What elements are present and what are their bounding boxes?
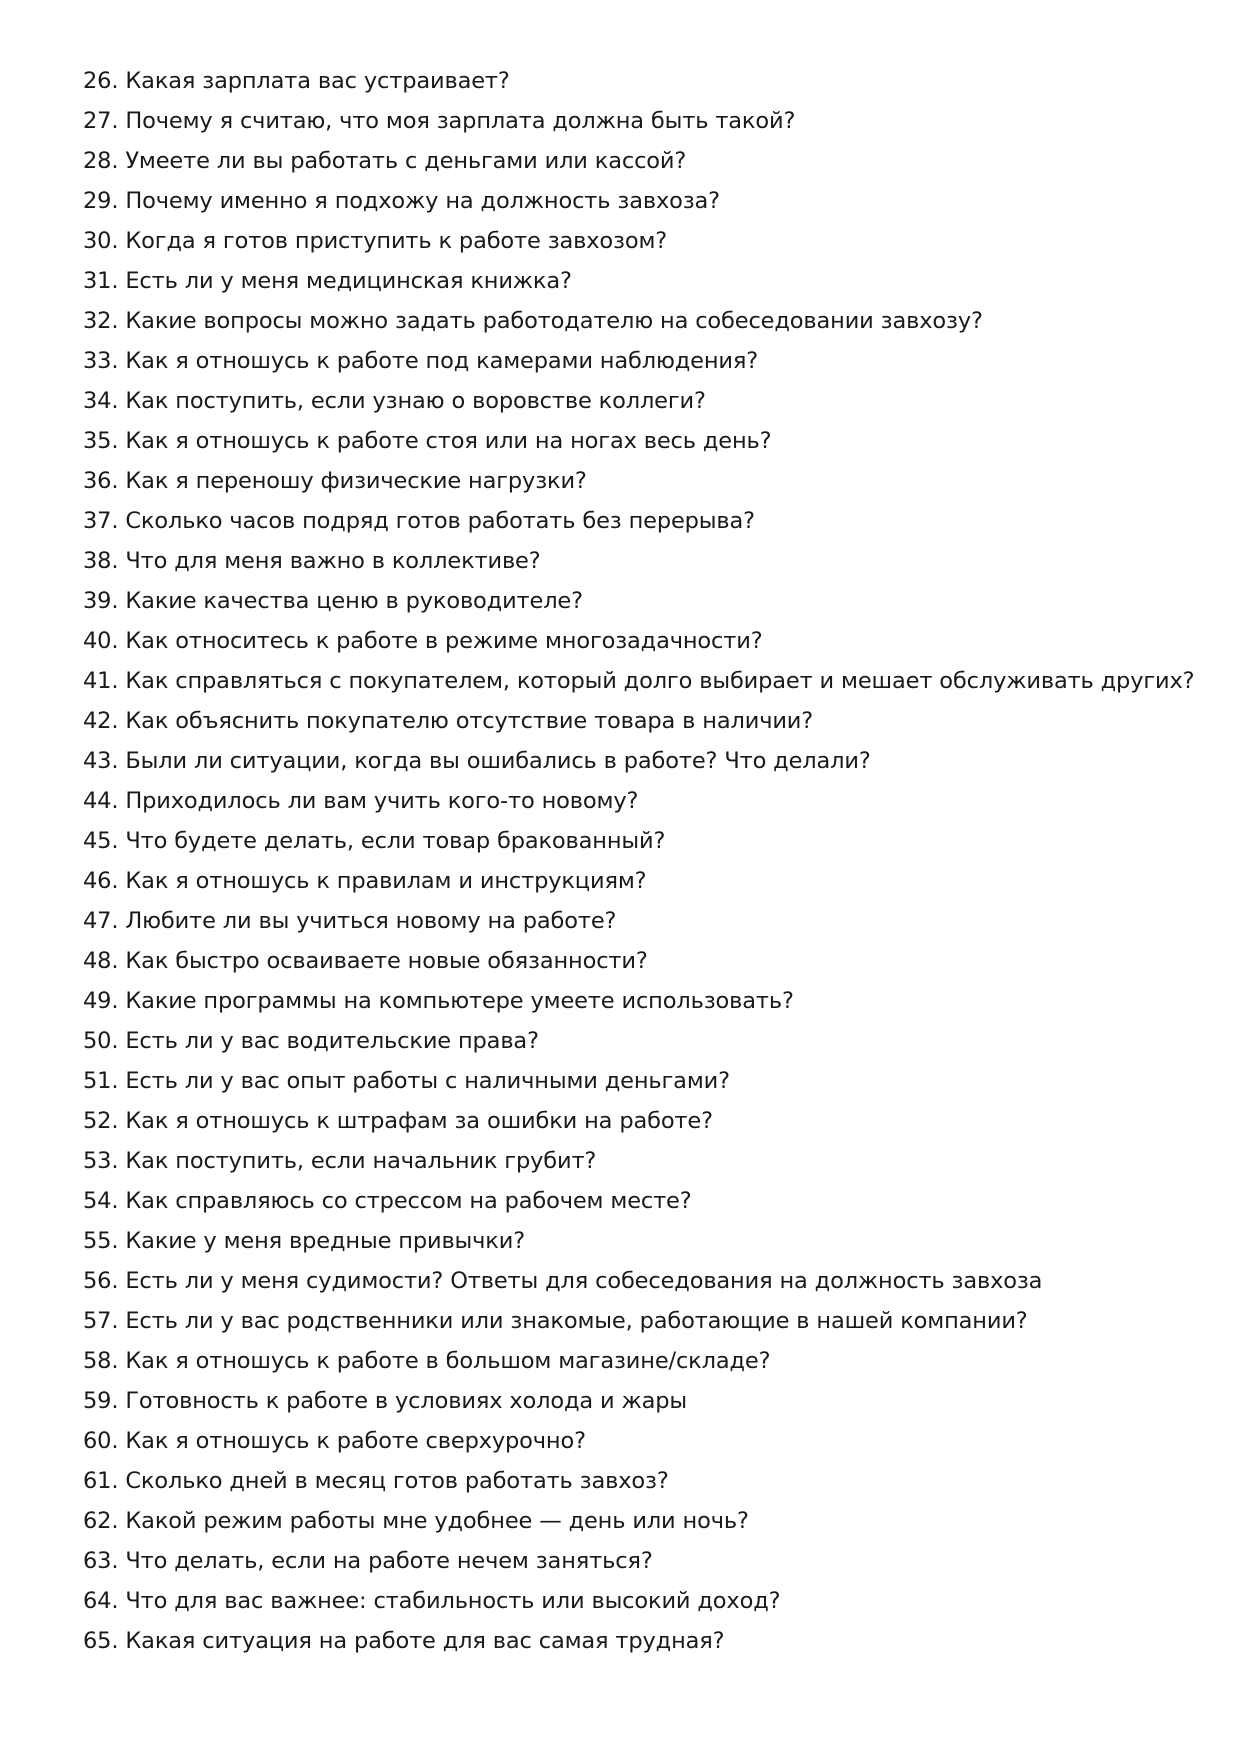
list-item: [83, 1061, 1183, 1101]
list-item: [83, 1141, 1183, 1181]
question-text: Как я переношу физические нагрузки?: [125, 468, 587, 494]
question-number: 45.: [83, 828, 119, 854]
list-item: [83, 541, 1183, 581]
list-item: [83, 101, 1183, 141]
question-number: 60.: [83, 1428, 119, 1454]
question-text: Какая ситуация на работе для вас самая трудная?: [125, 1628, 725, 1654]
list-item: [83, 1181, 1183, 1221]
list-item: [83, 1301, 1183, 1341]
list-item: [83, 461, 1183, 501]
list-item: [83, 1221, 1183, 1261]
question-text: Как я отношусь к работе под камерами наблюдения?: [125, 348, 759, 374]
list-item: [83, 741, 1183, 781]
question-text: Что делать, если на работе нечем заняться?: [125, 1548, 653, 1574]
list-item: [83, 621, 1183, 661]
question-text: Что для меня важно в коллективе?: [125, 548, 541, 574]
question-text: Как я отношусь к работе стоя или на ногах весь день?: [125, 428, 772, 454]
question-number: 43.: [83, 748, 119, 774]
question-number: 34.: [83, 388, 119, 414]
question-number: 41.: [83, 668, 119, 694]
question-number: 48.: [83, 948, 119, 974]
list-item: [83, 421, 1183, 461]
list-item: [83, 1461, 1183, 1501]
question-number: 36.: [83, 468, 119, 494]
question-number: 46.: [83, 868, 119, 894]
question-number: 56.: [83, 1268, 119, 1294]
list-item: [83, 1341, 1183, 1381]
question-list: [83, 61, 1195, 1661]
question-number: 33.: [83, 348, 119, 374]
question-text: Что для вас важнее: стабильность или высокий доход?: [125, 1588, 781, 1614]
list-item: [83, 1581, 1183, 1621]
question-text: Почему именно я подхожу на должность завхоза?: [125, 188, 720, 214]
question-number: 27.: [83, 108, 119, 134]
question-number: 47.: [83, 908, 119, 934]
question-text: Какие программы на компьютере умеете использовать?: [125, 988, 794, 1014]
list-item: [83, 1501, 1183, 1541]
question-number: 40.: [83, 628, 119, 654]
question-text: Как поступить, если узнаю о воровстве коллеги?: [125, 388, 706, 414]
question-number: 44.: [83, 788, 119, 814]
list-item: [83, 861, 1183, 901]
question-number: 61.: [83, 1468, 119, 1494]
question-number: 42.: [83, 708, 119, 734]
question-number: 49.: [83, 988, 119, 1014]
question-text: Как поступить, если начальник грубит?: [125, 1148, 597, 1174]
question-number: 37.: [83, 508, 119, 534]
question-number: 64.: [83, 1588, 119, 1614]
question-number: 32.: [83, 308, 119, 334]
question-text: Есть ли у меня судимости? Ответы для собеседования на должность завхоза: [125, 1268, 1043, 1294]
question-text: Как справляюсь со стрессом на рабочем месте?: [125, 1188, 692, 1214]
list-item: [83, 381, 1183, 421]
question-text: Есть ли у вас родственники или знакомые, работающие в нашей компании?: [125, 1308, 1028, 1334]
question-number: 53.: [83, 1148, 119, 1174]
question-text: Как справляться с покупателем, который долго выбирает и мешает обслуживать других?: [125, 668, 1195, 694]
list-item: [83, 781, 1183, 821]
question-number: 59.: [83, 1388, 119, 1414]
list-item: [83, 581, 1183, 621]
question-number: 30.: [83, 228, 119, 254]
question-text: Есть ли у вас водительские права?: [125, 1028, 539, 1054]
question-text: Какая зарплата вас устраивает?: [125, 68, 510, 94]
list-item: [83, 1381, 1183, 1421]
question-text: Когда я готов приступить к работе завхозом?: [125, 228, 668, 254]
question-number: 26.: [83, 68, 119, 94]
list-item: [83, 181, 1183, 221]
question-text: Как относитесь к работе в режиме многозадачности?: [125, 628, 763, 654]
list-item: [83, 1261, 1183, 1301]
question-text: Есть ли у вас опыт работы с наличными деньгами?: [125, 1068, 730, 1094]
list-item: [83, 661, 1195, 701]
question-number: 63.: [83, 1548, 119, 1574]
list-item: [83, 1101, 1183, 1141]
question-text: Как объяснить покупателю отсутствие товара в наличии?: [125, 708, 814, 734]
list-item: [83, 501, 1183, 541]
list-item: [83, 261, 1183, 301]
list-item: [83, 1621, 1183, 1661]
question-number: 52.: [83, 1108, 119, 1134]
list-item: [83, 221, 1183, 261]
question-text: Что будете делать, если товар бракованный?: [125, 828, 666, 854]
question-text: Любите ли вы учиться новому на работе?: [125, 908, 617, 934]
question-text: Приходилось ли вам учить кого-то новому?: [125, 788, 639, 814]
question-number: 51.: [83, 1068, 119, 1094]
list-item: [83, 901, 1183, 941]
question-number: 65.: [83, 1628, 119, 1654]
question-number: 54.: [83, 1188, 119, 1214]
question-text: Как я отношусь к правилам и инструкциям?: [125, 868, 647, 894]
question-text: Какие вопросы можно задать работодателю на собеседовании завхозу?: [125, 308, 983, 334]
list-item: [83, 821, 1183, 861]
list-item: [83, 1021, 1183, 1061]
list-item: [83, 981, 1183, 1021]
question-number: 50.: [83, 1028, 119, 1054]
question-text: Как я отношусь к штрафам за ошибки на работе?: [125, 1108, 713, 1134]
question-number: 58.: [83, 1348, 119, 1374]
question-text: Сколько часов подряд готов работать без перерыва?: [125, 508, 755, 534]
question-text: Какие качества ценю в руководителе?: [125, 588, 583, 614]
question-text: Какие у меня вредные привычки?: [125, 1228, 526, 1254]
list-item: [83, 141, 1183, 181]
question-text: Как я отношусь к работе в большом магазине/складе?: [125, 1348, 771, 1374]
question-number: 39.: [83, 588, 119, 614]
question-number: 35.: [83, 428, 119, 454]
question-text: Почему я считаю, что моя зарплата должна быть такой?: [125, 108, 796, 134]
question-number: 62.: [83, 1508, 119, 1534]
question-text: Как быстро осваиваете новые обязанности?: [125, 948, 648, 974]
question-number: 55.: [83, 1228, 119, 1254]
question-text: Умеете ли вы работать с деньгами или кассой?: [125, 148, 687, 174]
list-item: [83, 1421, 1183, 1461]
question-number: 29.: [83, 188, 119, 214]
list-item: [83, 1541, 1183, 1581]
list-item: [83, 341, 1183, 381]
question-number: 28.: [83, 148, 119, 174]
list-item: [83, 701, 1183, 741]
question-text: Как я отношусь к работе сверхурочно?: [125, 1428, 586, 1454]
question-text: Готовность к работе в условиях холода и жары: [125, 1388, 688, 1414]
question-text: Есть ли у меня медицинская книжка?: [125, 268, 572, 294]
question-number: 38.: [83, 548, 119, 574]
list-item: [83, 61, 1183, 101]
question-text: Сколько дней в месяц готов работать завхоз?: [125, 1468, 669, 1494]
list-item: [83, 301, 1183, 341]
list-item: [83, 941, 1183, 981]
question-number: 31.: [83, 268, 119, 294]
question-text: Были ли ситуации, когда вы ошибались в работе? Что делали?: [125, 748, 871, 774]
question-number: 57.: [83, 1308, 119, 1334]
question-text: Какой режим работы мне удобнее — день или ночь?: [125, 1508, 749, 1534]
